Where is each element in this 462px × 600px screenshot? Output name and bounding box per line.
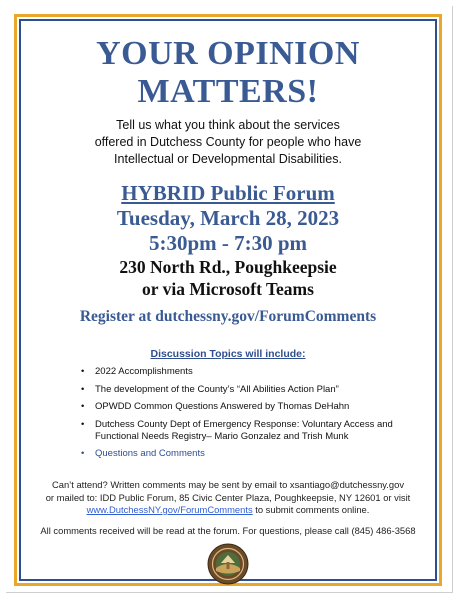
topic-item: • Questions and Comments <box>81 448 421 460</box>
intro-text <box>21 117 435 168</box>
register-link-text: Register at dutchessny.gov/ForumComments <box>79 308 377 325</box>
flyer-content <box>21 21 435 579</box>
cant-attend-text <box>31 479 425 517</box>
county-seal-icon <box>207 543 249 585</box>
intro-line-2: offered in Dutchess County for people who have <box>94 135 362 149</box>
event-date: Tuesday, March 28, 2023 <box>116 206 340 230</box>
event-location-online: or via Microsoft Teams <box>142 279 314 299</box>
topics-list <box>81 366 421 466</box>
topic-item-line-1: Dutchess County Dept of Emergency Response: Voluntary Access and <box>95 418 393 430</box>
forum-comments-link[interactable]: www.DutchessNY.gov/ForumComments <box>86 504 253 515</box>
cant-attend-line-3: to submit comments online. <box>252 504 370 515</box>
topic-item <box>81 419 421 443</box>
event-time: 5:30pm - 7:30 pm <box>148 231 308 255</box>
cant-attend-line-1: Can’t attend? Written comments may be sent by email to xsantiago@dutchessny.gov <box>51 479 405 490</box>
headline-line-2: MATTERS! <box>137 73 319 110</box>
topic-item: • OPWDD Common Questions Answered by Thomas DeHahn <box>81 401 421 413</box>
topic-item: • The development of the County’s “All Abilities Action Plan” <box>81 384 421 396</box>
forum-type: HYBRID Public Forum <box>121 181 335 205</box>
topics-title: Discussion Topics will include: <box>150 348 306 360</box>
intro-line-1: Tell us what you think about the services <box>116 118 340 132</box>
topic-item-line-2: Functional Needs Registry– Mario Gonzalez and Trish Munk <box>95 430 349 442</box>
closing-text: All comments received will be read at the forum. For questions, please call (845) 486-3568 <box>40 525 416 536</box>
intro-line-3: Intellectual or Developmental Disabilities. <box>114 152 342 166</box>
event-location-address: 230 North Rd., Poughkeepsie <box>119 257 337 277</box>
topic-item: • 2022 Accomplishments <box>81 366 421 378</box>
headline-line-1: YOUR OPINION <box>96 35 360 72</box>
headline <box>21 35 435 111</box>
cant-attend-line-2: or mailed to: IDD Public Forum, 85 Civic Center Plaza, Poughkeepsie, NY 12601 or visit <box>45 491 411 503</box>
